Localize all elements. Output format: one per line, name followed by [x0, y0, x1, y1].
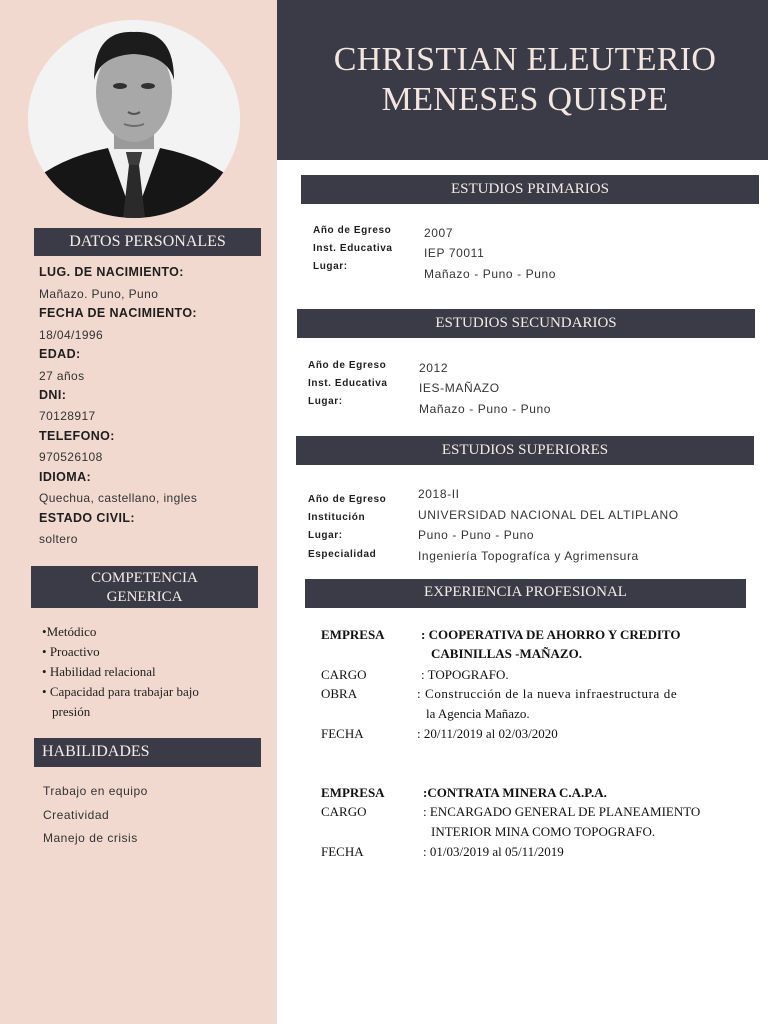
age-value: 27 años	[39, 369, 85, 383]
job2-date: : 01/03/2019 al 05/11/2019	[423, 844, 564, 859]
birthplace-value: Mañazo. Puno, Puno	[39, 287, 159, 301]
name-line-1: CHRISTIAN ELEUTERIO	[333, 41, 717, 78]
skills-heading	[34, 738, 261, 767]
candidate-name	[290, 40, 760, 120]
birthplace-label: LUG. DE NACIMIENTO:	[39, 265, 184, 279]
skill-item: Manejo de crisis	[43, 831, 138, 845]
primary-institution-value: IEP 70011	[424, 246, 485, 260]
name-line-2: MENESES QUISPE	[381, 81, 669, 118]
higher-specialty-label: Especialidad	[308, 549, 377, 560]
job1-date: : 20/11/2019 al 02/03/2020	[417, 726, 558, 741]
higher-studies-heading: ESTUDIOS SUPERIORES	[296, 436, 754, 465]
birthdate-label: FECHA DE NACIMIENTO:	[39, 306, 197, 320]
job1-company-label: EMPRESA	[321, 627, 385, 642]
competencies-title-line-1: COMPETENCIA	[91, 570, 198, 586]
skill-item: Creatividad	[43, 808, 110, 822]
higher-institution-value: UNIVERSIDAD NACIONAL DEL ALTIPLANO	[418, 508, 679, 522]
job2-role-cont: INTERIOR MINA COMO TOPOGRAFO.	[431, 824, 656, 839]
job1-company-cont: CABINILLAS -MAÑAZO.	[431, 646, 582, 661]
job2-role-label: CARGO	[321, 804, 367, 819]
higher-year-value: 2018-II	[418, 487, 460, 501]
language-label: IDIOMA:	[39, 470, 92, 484]
higher-year-label: Año de Egreso	[308, 494, 387, 505]
secondary-year-label: Año de Egreso	[308, 360, 387, 371]
personal-data-heading	[34, 228, 261, 256]
secondary-institution-label: Inst. Educativa	[308, 378, 388, 389]
list-item: • Proactivo	[42, 644, 100, 659]
secondary-year-value: 2012	[419, 361, 449, 375]
primary-place-value: Mañazo - Puno - Puno	[424, 267, 557, 281]
dni-value: 70128917	[39, 409, 96, 423]
job2-company-label: EMPRESA	[321, 785, 385, 800]
job2-role: : ENCARGADO GENERAL DE PLANEAMIENTO	[423, 804, 701, 819]
secondary-place-label: Lugar:	[308, 396, 343, 407]
birthdate-value: 18/04/1996	[39, 328, 104, 342]
job1-work: : Construcción de la nueva infraestructura de	[417, 686, 678, 701]
competencies-title-line-2: GENERICA	[106, 589, 183, 605]
job1-role: : TOPOGRAFO.	[421, 667, 509, 682]
civil-status-label: ESTADO CIVIL:	[39, 511, 135, 525]
higher-specialty-value: Ingeniería Topografíca y Agrimensura	[418, 549, 639, 563]
personal-data-title: DATOS PERSONALES	[69, 233, 226, 250]
primary-institution-label: Inst. Educativa	[313, 243, 393, 254]
secondary-studies-heading: ESTUDIOS SECUNDARIOS	[297, 309, 755, 338]
job1-work-cont: la Agencia Mañazo.	[426, 706, 530, 721]
list-item: • Capacidad para trabajar bajo	[42, 684, 199, 699]
experience-heading: EXPERIENCIA PROFESIONAL	[305, 579, 746, 608]
higher-institution-label: Institución	[308, 512, 366, 523]
skill-item: Trabajo en equipo	[43, 784, 148, 798]
list-item: presión	[52, 704, 91, 719]
profile-photo	[28, 20, 240, 218]
list-item: • Habilidad relacional	[42, 664, 156, 679]
job2-date-label: FECHA	[321, 844, 364, 859]
age-label: EDAD:	[39, 347, 81, 361]
job1-role-label: CARGO	[321, 667, 367, 682]
primary-year-label: Año de Egreso	[313, 225, 392, 236]
phone-value: 970526108	[39, 450, 103, 464]
phone-label: TELEFONO:	[39, 429, 115, 443]
dni-label: DNI:	[39, 388, 67, 402]
language-value: Quechua, castellano, ingles	[39, 491, 198, 505]
job2-company: :CONTRATA MINERA C.A.P.A.	[423, 785, 607, 800]
primary-place-label: Lugar:	[313, 261, 348, 272]
competencies-heading	[31, 566, 258, 608]
competencies-list	[42, 622, 199, 722]
list-item: •Metódico	[42, 624, 97, 639]
civil-status-value: soltero	[39, 532, 78, 546]
job1-company: : COOPERATIVA DE AHORRO Y CREDITO	[421, 627, 681, 642]
skills-title: HABILIDADES	[42, 743, 150, 760]
primary-year-value: 2007	[424, 226, 454, 240]
job1-date-label: FECHA	[321, 726, 364, 741]
higher-place-label: Lugar:	[308, 530, 343, 541]
higher-place-value: Puno - Puno - Puno	[418, 528, 535, 542]
secondary-institution-value: IES-MAÑAZO	[419, 381, 500, 395]
job1-work-label: OBRA	[321, 686, 358, 701]
primary-studies-heading: ESTUDIOS PRIMARIOS	[301, 175, 759, 204]
secondary-place-value: Mañazo - Puno - Puno	[419, 402, 552, 416]
